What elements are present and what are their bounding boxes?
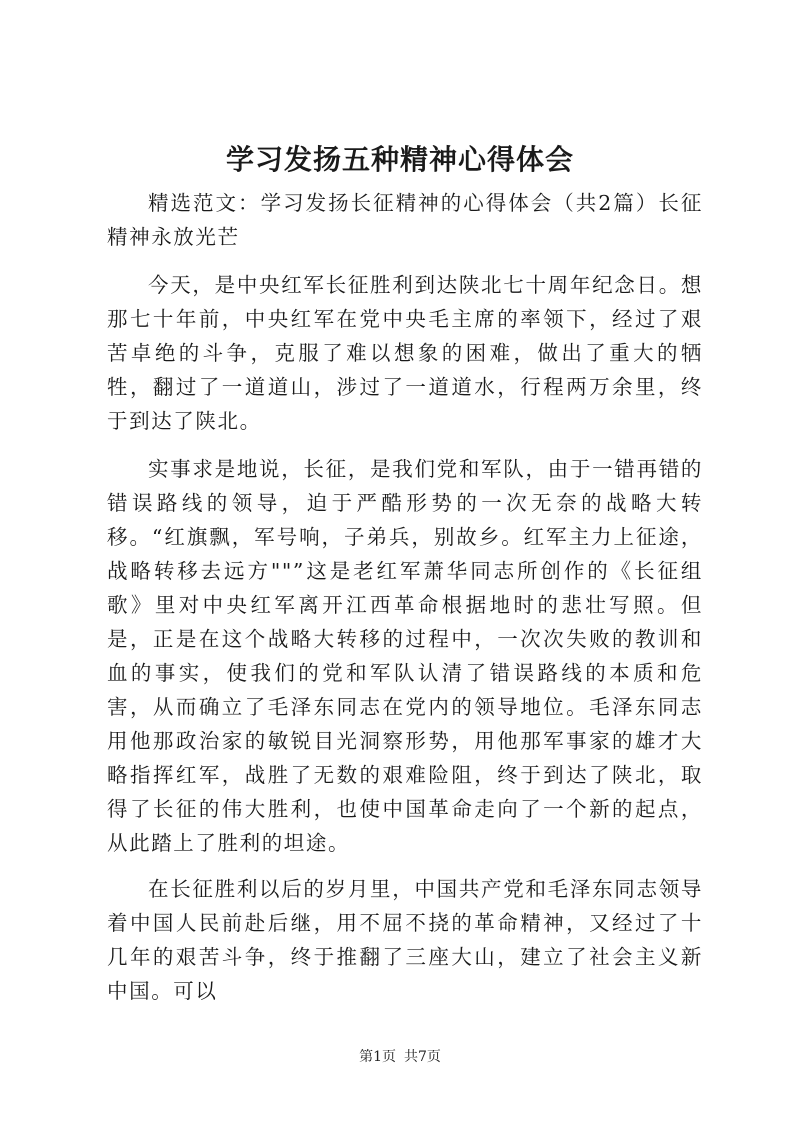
document-body [107,186,703,1008]
paragraph-anniversary: 今天，是中央红军长征胜利到达陕北七十周年纪念日。想那七十年前，中央红军在党中央毛主席的率领下，经过了艰苦卓绝的斗争，克服了难以想象的困难，做出了重大的牺牲，翻过了一道道山，涉过了一道道水，行程两万余里，终于到达了陕北。 [107,273,703,433]
paragraph-strategic-transfer: 实事求是地说，长征，是我们党和军队，由于一错再错的错误路线的领导，迫于严酷形势的一次无奈的战略大转移。“红旗飘，军号响，子弟兵，别故乡。红军主力上征途，战略转移去远方""”这是老红军萧华同志所创作的《长征组歌》里对中央红军离开江西革命根据地时的悲壮写照。但是，正是在这个战略大转移的过程中，一次次失败的教训和血的事实，使我们的党和军队认清了错误路线的本质和危害，从而确立了毛泽东同志在党内的领导地位。毛泽东同志用他那政治家的敏锐目光洞察形势，用他那军事家的雄才大略指挥红军，战胜了无数的艰难险阻，终于到达了陕北，取得了长征的伟大胜利，也使中国革命走向了一个新的起点，从此踏上了胜利的坦途。 [107,457,703,855]
document-title: 学习发扬五种精神心得体会 [225,143,574,176]
paragraph-after-victory: 在长征胜利以后的岁月里，中国共产党和毛泽东同志领导着中国人民前赴后继，用不屈不挠的革命精神，又经过了十几年的艰苦斗争，终于推翻了三座大山，建立了社会主义新中国。可以 [107,877,703,1003]
page-total: 共7页 [404,1049,441,1065]
page-number: 第1页 [359,1049,396,1065]
paragraph-intro: 精选范文：学习发扬长征精神的心得体会（共2篇）长征精神永放光芒 [107,191,703,249]
page-footer [0,1047,800,1067]
